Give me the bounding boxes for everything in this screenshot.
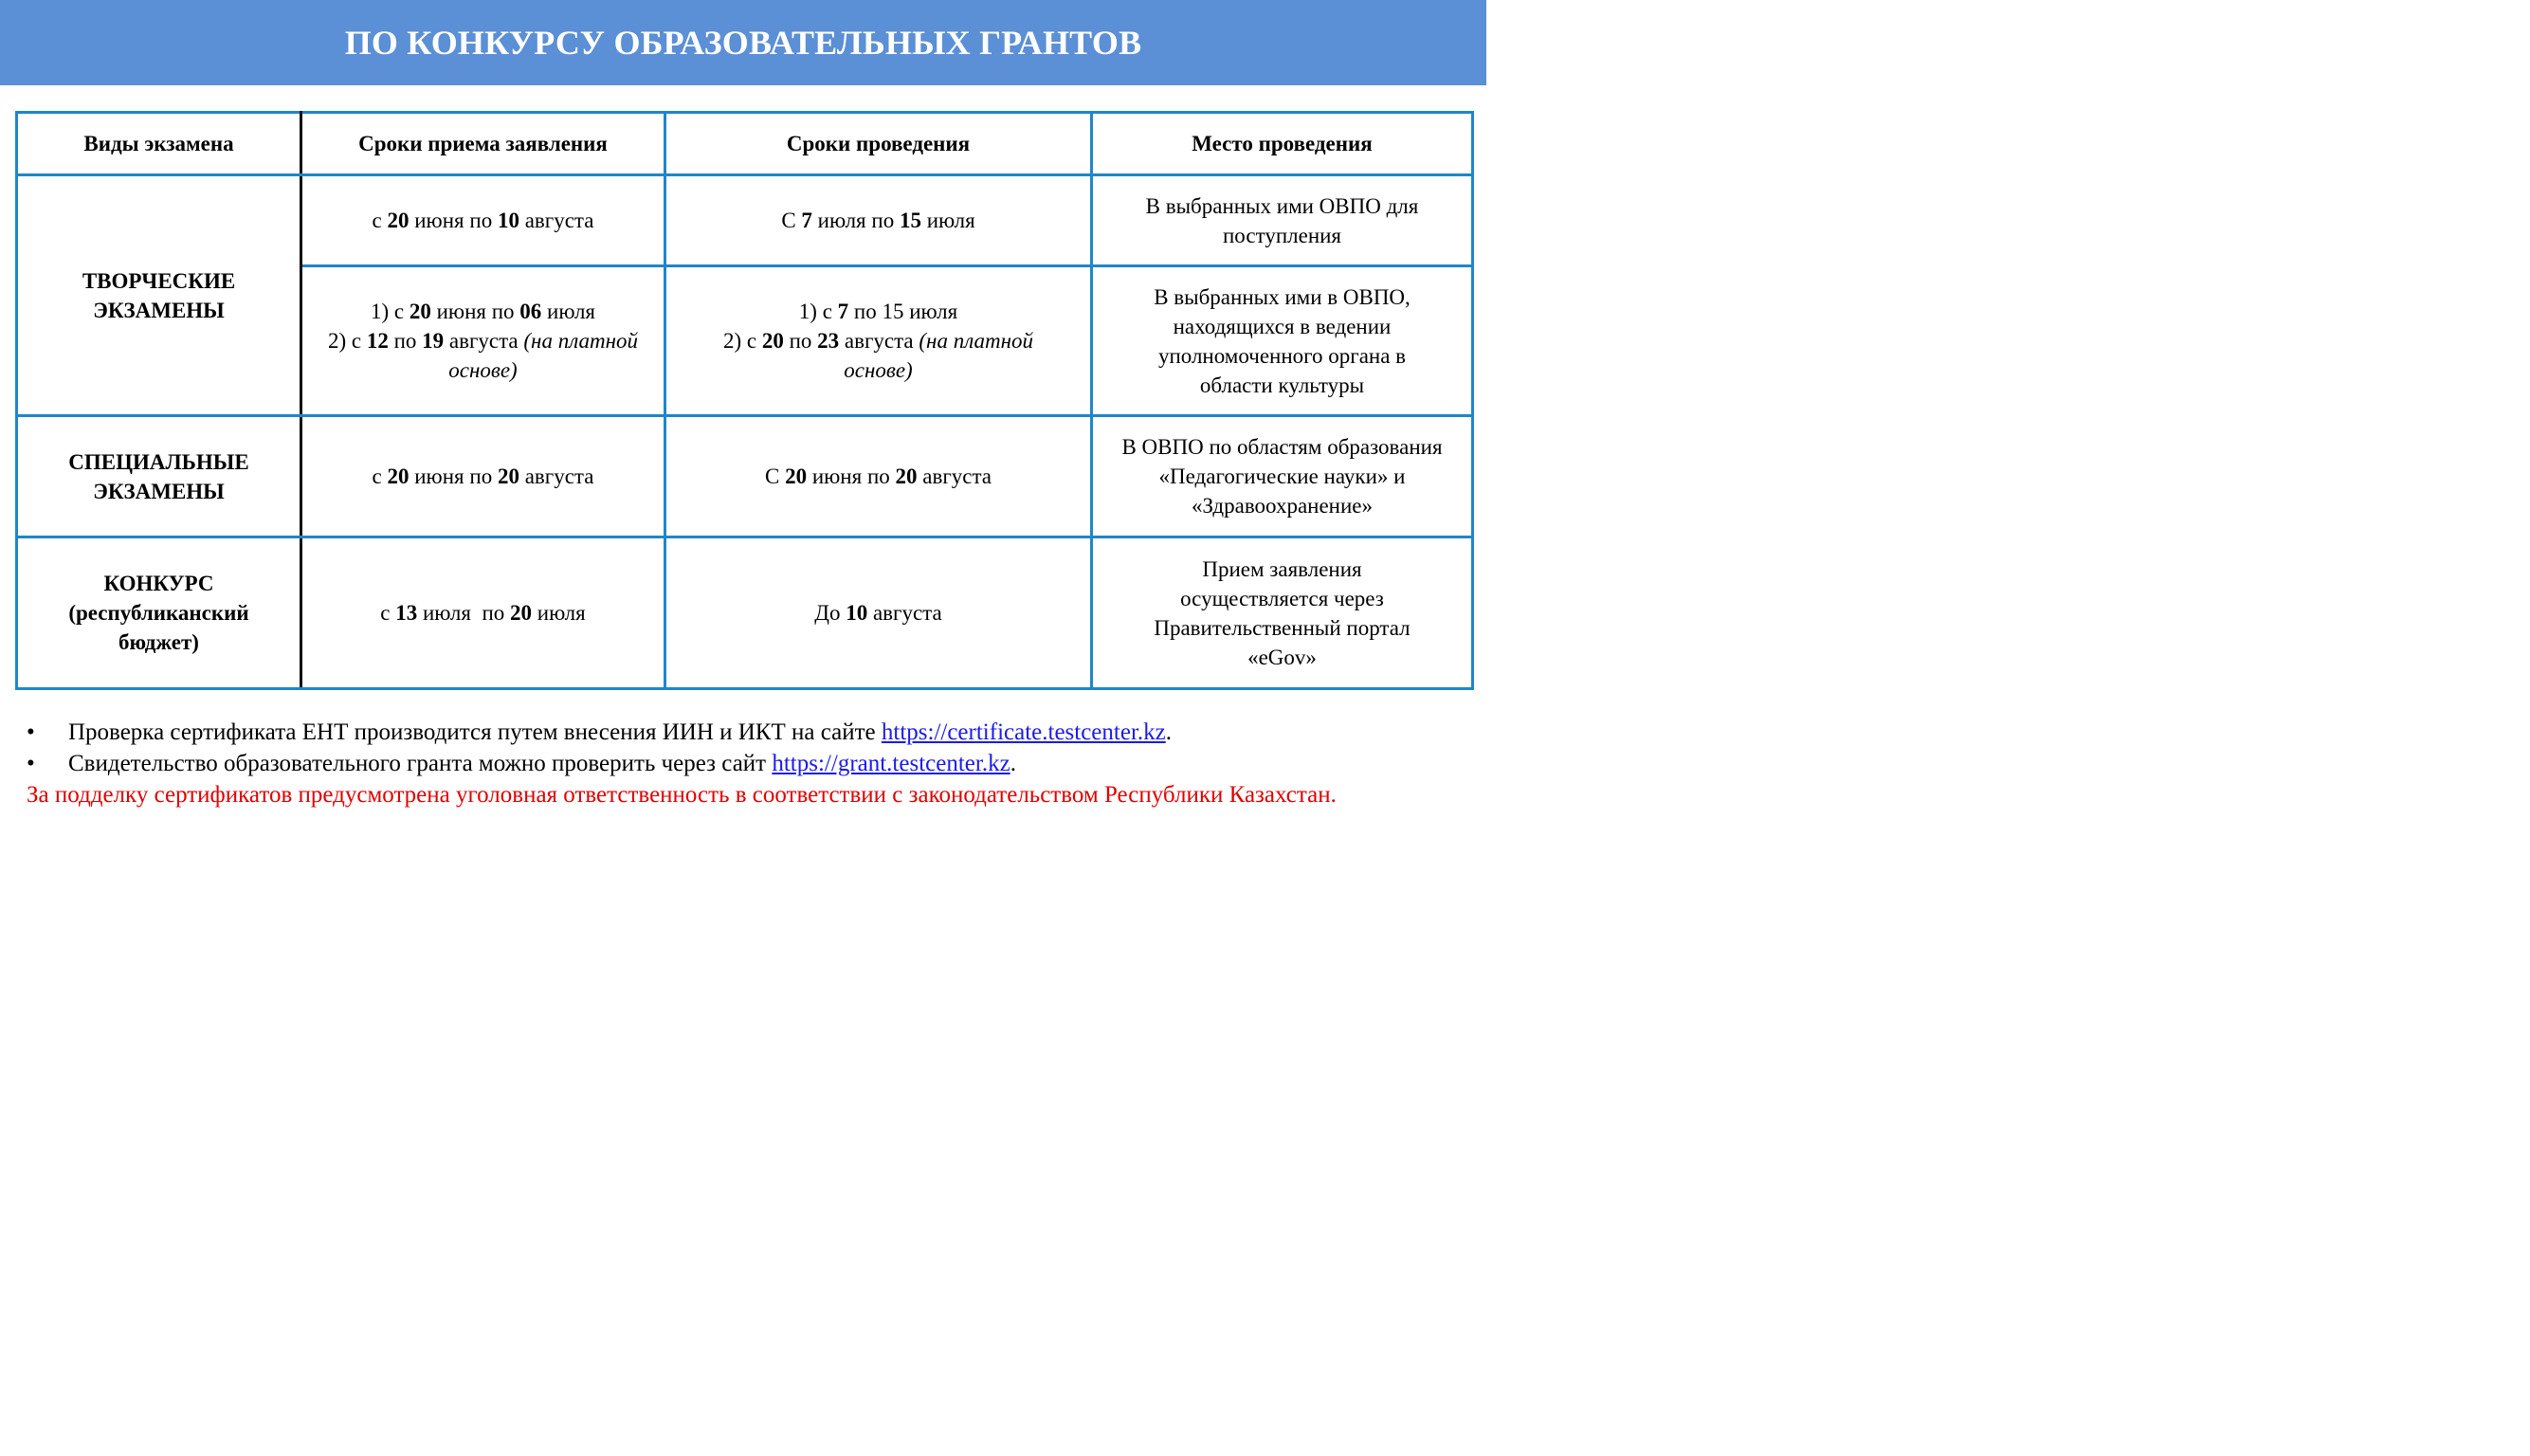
- special-apply-cell: с 20 июня по 20 августа: [301, 416, 665, 537]
- creative-hold-cell-2: [665, 266, 1092, 416]
- contest-apply-cell: с 13 июля по 20 июля: [301, 537, 665, 689]
- hold-line-2: 2) с 20 по 23 августа (на платной основе): [722, 329, 1034, 382]
- grant-link[interactable]: https://grant.testcenter.kz: [772, 751, 1010, 776]
- notes-section: [27, 717, 1460, 810]
- exam-schedule-table: [15, 111, 1474, 690]
- page-title: ПО КОНКУРСУ ОБРАЗОВАТЕЛЬНЫХ ГРАНТОВ: [344, 24, 1142, 62]
- list-item: [27, 717, 1460, 748]
- table-header-row: [17, 113, 1473, 175]
- exam-type-contest: КОНКУРС (республиканский бюджет): [17, 537, 301, 689]
- creative-place-cell: В выбранных ими ОВПО для поступления: [1092, 175, 1473, 266]
- creative-apply-cell: с 20 июня по 10 августа: [301, 175, 665, 266]
- bullet-icon: •: [27, 751, 35, 776]
- header-exam-period: Сроки проведения: [665, 113, 1092, 175]
- list-item: [27, 748, 1460, 779]
- legal-warning: За подделку сертификатов предусмотрена уголовная ответственность в соответствии с законодательством Республики Казахстан.: [27, 782, 1337, 808]
- exam-type-creative: ТВОРЧЕСКИЕ ЭКЗАМЕНЫ: [17, 175, 301, 416]
- apply-line-2: 2) с 12 по 19 августа (на платной основе): [327, 329, 639, 382]
- creative-place-cell-2: В выбранных ими в ОВПО, находящихся в ведении уполномоченного органа в области культуры: [1092, 266, 1473, 416]
- bullet-icon: •: [27, 719, 35, 745]
- creative-apply-cell-2: [301, 266, 665, 416]
- header-exam-type: Виды экзамена: [17, 113, 301, 175]
- hold-line-1: 1) с 7 по 15 июля: [798, 300, 958, 323]
- header-location: Место проведения: [1092, 113, 1473, 175]
- creative-hold-cell: С 7 июля по 15 июля: [665, 175, 1092, 266]
- contest-place-cell: Прием заявления осуществляется через Правительственный портал «eGov»: [1092, 537, 1473, 689]
- table-row: [17, 416, 1473, 537]
- special-place-cell: В ОВПО по областям образования «Педагогические науки» и «Здравоохранение»: [1092, 416, 1473, 537]
- special-hold-cell: С 20 июня по 20 августа: [665, 416, 1092, 537]
- table-row: [17, 537, 1473, 689]
- note-grant: Свидетельство образовательного гранта можно проверить через сайт https://grant.testcenter.kz.: [68, 751, 1016, 776]
- contest-hold-cell: До 10 августа: [665, 537, 1092, 689]
- header-application-period: Сроки приема заявления: [301, 113, 665, 175]
- note-certificate: Проверка сертификата ЕНТ производится путем внесения ИИН и ИКТ на сайте https://certificate.testcenter.kz.: [68, 719, 1172, 745]
- exam-type-special: СПЕЦИАЛЬНЫЕ ЭКЗАМЕНЫ: [17, 416, 301, 537]
- title-banner: [0, 0, 1486, 85]
- table-row: [17, 175, 1473, 266]
- apply-line-1: 1) с 20 июня по 06 июля: [370, 300, 596, 323]
- certificate-link[interactable]: https://certificate.testcenter.kz: [881, 719, 1166, 745]
